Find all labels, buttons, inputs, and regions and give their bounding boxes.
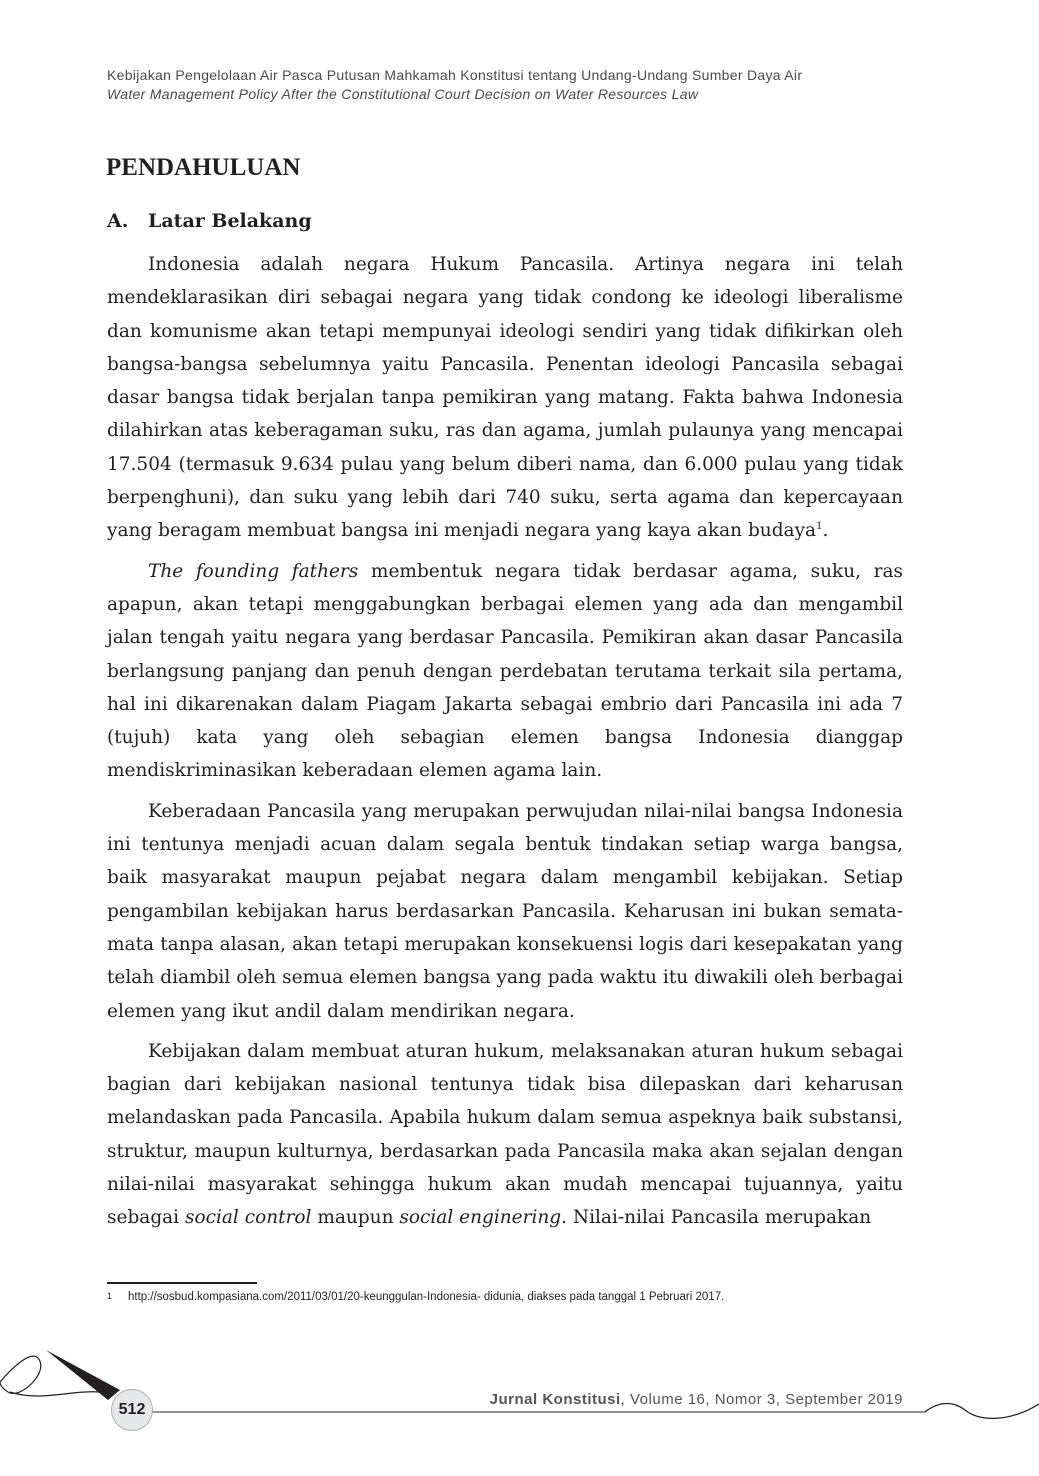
paragraph-4 — [107, 1035, 903, 1235]
paragraph-1-text: Indonesia adalah negara Hukum Pancasila. Artinya negara ini telah mendeklarasikan diri sebagai negara yang tidak condong ke ideologi liberalisme dan komunisme akan tetapi mempunyai ideologi sendiri yang tidak difikirkan oleh bangsa-bangsa sebelumnya yaitu Pancasila. Penentan ideologi Pancasila sebagai dasar bangsa tidak berjalan tanpa pemikiran yang matang. Fakta bahwa Indonesia dilahirkan atas keberagaman suku, ras dan agama, jumlah pulaunya yang mencapai 17.504 (termasuk 9.634 pulau yang belum diberi nama, dan 6.000 pulau yang tidak berpenghuni), dan suku yang lebih dari 740 suku, serta agama dan kepercayaan yang beragam membuat bangsa ini menjadi negara yang kaya akan budaya — [107, 254, 903, 542]
paragraph-4-text-c: Nilai-nilai Pancasila merupakan — [567, 1207, 872, 1229]
running-head — [107, 66, 907, 104]
footnote-reference: 1 — [816, 521, 823, 533]
footnote-number: 1 — [107, 1291, 113, 1301]
journal-issue: , Volume 16, Nomor 3, September 2019 — [620, 1391, 903, 1408]
paragraph-4-text-a: Kebijakan dalam membuat aturan hukum, melaksanakan aturan hukum sebagai bagian dari kebijakan nasional tentunya tidak bisa dilepaskan dari keharusan melandaskan pada Pancasila. Apabila hukum dalam semua aspeknya baik substansi, struktur, maupun kulturnya, berdasarkan pada Pancasila maka akan sejalan dengan nilai-nilai masyarakat sehingga hukum akan mudah mencapai tujuannya, yaitu sebagai — [107, 1040, 903, 1229]
paragraph-4-italic-b: social enginering. — [399, 1207, 568, 1229]
journal-info — [470, 1391, 903, 1408]
subsection-number: A. — [107, 210, 129, 232]
paragraph-2-italic: The founding fathers — [148, 560, 359, 582]
paragraph-4-text-b: maupun — [311, 1207, 400, 1229]
paragraph-2 — [107, 555, 903, 788]
footnote — [107, 1291, 903, 1303]
section-title: PENDAHULUAN — [106, 154, 301, 181]
paragraph-1-end: . — [822, 520, 829, 542]
running-head-english: Water Management Policy After the Constitutional Court Decision on Water Resources Law — [107, 86, 699, 102]
paragraph-2-text: membentuk negara tidak berdasar agama, suku, ras apapun, akan tetapi menggabungkan berbagai elemen yang ada dan mengambil jalan tengah yaitu negara yang berdasar Pancasila. Pemikiran akan dasar Pancasila berlangsung panjang dan penuh dengan perdebatan terutama terkait sila pertama, hal ini dikarenakan dalam Piagam Jakarta sebagai embrio dari Pancasila ini ada 7 (tujuh) kata yang oleh sebagian elemen bangsa Indonesia dianggap mendiskriminasikan keberadaan elemen agama lain. — [107, 560, 903, 782]
journal-name: Jurnal Konstitusi — [489, 1391, 621, 1408]
running-head-indonesian: Kebijakan Pengelolaan Air Pasca Putusan Mahkamah Konstitusi tentang Undang-Undang Sumber Daya Air — [107, 67, 803, 83]
paragraph-3: Keberadaan Pancasila yang merupakan perwujudan nilai-nilai bangsa Indonesia ini tentunya menjadi acuan dalam segala bentuk tindakan setiap warga bangsa, baik masyarakat maupun pejabat negara dalam mengambil kebijakan. Setiap pengambilan kebijakan harus berdasarkan Pancasila. Keharusan ini bukan semata-mata tanpa alasan, akan tetapi merupakan konsekuensi logis dari kesepakatan yang telah diambil oleh semua elemen bangsa yang pada waktu itu diwakili oleh berbagai elemen yang ikut andil dalam mendirikan negara. — [107, 800, 903, 1022]
paragraph-4-italic-a: social control — [184, 1207, 312, 1229]
footnote-divider — [107, 1282, 257, 1284]
subsection-heading — [107, 210, 312, 232]
footnote-text: http://sosbud.kompasiana.com/2011/03/01/20-keunggulan-Indonesia- didunia, diakses pada tanggal 1 Pebruari 2017. — [128, 1291, 725, 1303]
body-text — [107, 248, 903, 1242]
page-number: 512 — [111, 1389, 153, 1431]
footer-decoration — [0, 1330, 1039, 1440]
subsection-title: Latar Belakang — [148, 210, 312, 232]
paragraph-1 — [107, 248, 903, 548]
